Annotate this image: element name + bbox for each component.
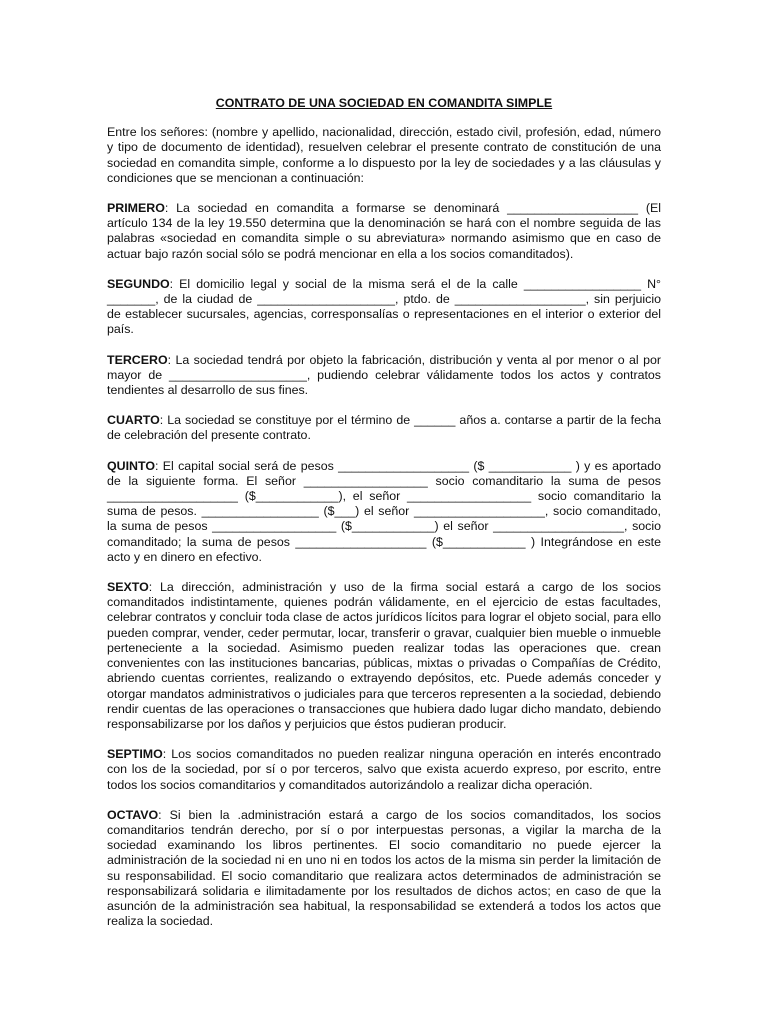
clause-cuarto (107, 413, 661, 443)
clause-label: TERCERO (107, 352, 168, 367)
clause-text: : La sociedad tendrá por objeto la fabricación, distribución y venta al por menor o al por mayor de ____________________, pudiendo celebrar válidamente todos los actos y contratos tendientes al desarrollo de sus fines. (107, 352, 661, 398)
clause-octavo (107, 808, 661, 930)
clause-text: : La sociedad se constituye por el término de ______ años a. contarse a partir de la fecha de celebración del presente contrato. (107, 413, 661, 443)
clause-segundo (107, 277, 661, 338)
clause-label: CUARTO (107, 413, 160, 428)
clause-tercero (107, 353, 661, 399)
clause-text: : El domicilio legal y social de la misma será el de la calle _________________ N° _______, de la ciudad de ____________________, ptdo. de ___________________, sin perjuicio de establecer sucursales, agencias, corresponsalías o representaciones en el interior o exterior del país. (107, 276, 661, 337)
clause-label: SEGUNDO (107, 276, 170, 291)
clause-text: : La sociedad en comandita a formarse se denominará ___________________ (El artículo 134 de la ley 19.550 determina que la denominación se hará con el nombre seguida de las palabras «sociedad en comandita simple o su abreviatura» normando asimismo que en caso de actuar bajo razón social sólo se podrá mencionar en ella a los socios comanditados). (107, 201, 661, 261)
clause-primero (107, 201, 661, 262)
clause-label: SEPTIMO (107, 747, 163, 762)
document-title: CONTRATO DE UNA SOCIEDAD EN COMANDITA SIMPLE (215, 96, 553, 110)
intro-paragraph: Entre los señores: (nombre y apellido, nacionalidad, dirección, estado civil, profesión, edad, número y tipo de documento de identidad), resuelven celebrar el presente contrato de constitución de una sociedad en comandita simple, conforme a lo dispuesto por la ley de sociedades y a las cláusulas y condiciones que se mencionan a continuación: (107, 125, 661, 185)
clause-text: : Si bien la .administración estará a cargo de los socios comanditados, los socios comanditarios tendrán derecho, por sí o por interpuestas personas, a vigilar la marcha de la sociedad examinando los libros pertinentes. El socio comanditario no puede ejercer la administración de la sociedad ni en uno ni en todos los actos de la misma sin perder la limitación de su responsabilidad. El socio comanditario que realizara actos determinados de administración se responsabilizará solidaria e ilimitadamente por los resultados de dichos actos; en caso de que la asunción de la administración sea habitual, la responsabilidad se extenderá a todos los actos que realiza la sociedad. (107, 807, 661, 929)
clause-label: QUINTO (107, 458, 155, 473)
clause-text: : El capital social será de pesos ___________________ ($ ____________ ) y es aportado de la siguiente forma. El señor __________________ socio comanditario la suma de pesos ___________________ ($____________), el señor __________________ socio comanditario la suma de pesos. _________________ ($___) el señor ___________________, socio comanditado, la suma de pesos __________________ ($____________) el señor ___________________, socio comanditado; la suma de pesos ___________________ ($____________ ) Integrándose en este acto y en dinero en efectivo. (107, 458, 661, 564)
clause-text: : Los socios comanditados no pueden realizar ninguna operación en interés encontrado con los de la sociedad, por sí o por terceros, salvo que exista acuerdo expreso, por escrito, entre todos los socios comanditarios y comanditados autorizándolo a realizar dicha operación. (107, 747, 661, 792)
clause-label: OCTAVO (107, 807, 159, 822)
clause-septimo (107, 747, 661, 793)
clause-quinto (107, 459, 661, 565)
clause-label: PRIMERO (107, 201, 165, 216)
clause-text: : La dirección, administración y uso de la firma social estará a cargo de los socios comanditados indistintamente, quienes podrán válidamente, en el ejercicio de estas facultades, celebrar contratos y concluir toda clase de actos jurídicos lícitos para lograr el objeto social, para ello pueden comprar, vender, ceder permutar, locar, transferir o gravar, cualquier bien mueble o inmueble perteneciente a la sociedad. Asimismo pueden realizar todas las operaciones que. crean convenientes con las instituciones bancarias, públicas, mixtas o privadas o Compañías de Crédito, abriendo cuentas corrientes, realizando o extrayendo depósitos, etc. Puede además conceder y otorgar mandatos administrativos o judiciales para que terceros representen a la sociedad, debiendo rendir cuentas de las operaciones o transacciones que hubiera dado lugar dicho mandato, debiendo responsabilizarse por los daños y perjuicios que éstos pudieran producir. (107, 580, 661, 731)
clause-label: SEXTO (107, 580, 149, 595)
clause-sexto (107, 580, 661, 732)
